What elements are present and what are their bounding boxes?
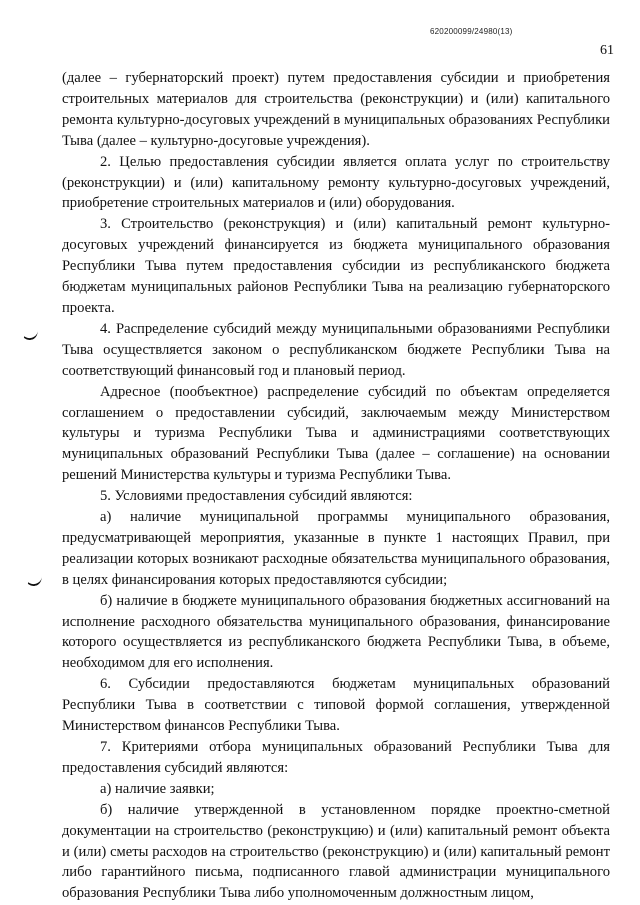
paragraph-4-address: Адресное (пообъектное) распределение субсидий по объектам определяется соглашением о предоставлении субсидий, заключаемым между Министерством культуры и туризма Республики Тыва и администрациями соответствующих муниципальных образований Республики Тыва (далее – соглашение) на основании решений Министерства культуры и туризма Республики Тыва. [62,383,610,484]
paragraph-4: 4. Распределение субсидий между муниципальными образованиями Республики Тыва осуществляется законом о республиканском бюджете Республики Тыва на соответствующий финансовый год и плановый период. [62,320,610,379]
paragraph-3: 3. Строительство (реконструкция) и (или) капитальный ремонт культурно-досуговых учреждений финансируется из бюджета муниципального образования Республики Тыва путем предоставления субсидии из республиканского бюджета бюджетам муниципальных районов Республики Тыва на реализацию губернаторского проекта. [62,216,610,316]
document-code: 620200099/24980(13) [430,27,513,36]
paragraph-5a: а) наличие муниципальной программы муниципального образования, предусматривающей мероприятия, указанные в пункте 1 настоящих Правил, при реализации которых возникают расходные обязательства муниципального образования, в целях финансирования которых предоставляются субсидии; [62,509,610,588]
paragraph-7a: а) наличие заявки; [100,780,215,797]
margin-check-mark [21,330,38,341]
paragraph-7b: б) наличие утвержденной в установленном порядке проектно-сметной документации на строительство (реконструкцию) и (или) капитальный ремонт объекта и (или) сметы расходов на строительство (реконструкцию) и (или) капитальный ремонт либо гарантийного письма, подписанного главой администрации муниципального образования Республики Тыва либо уполномоченным должностным лицом, [62,801,610,902]
margin-check-mark [25,576,42,587]
paragraph-continuation: (далее – губернаторский проект) путем предоставления субсидии и приобретения строительных материалов для строительства (реконструкции) и (или) капитального ремонта культурно-досуговых учреждений в муниципальных образованиях Республики Тыва (далее – культурно-досуговые учреждения). [62,70,610,149]
page-number: 61 [600,43,614,58]
paragraph-7: 7. Критериями отбора муниципальных образований Республики Тыва для предоставления субсидий являются: [62,739,610,776]
paragraph-5b: б) наличие в бюджете муниципального образования бюджетных ассигнований на исполнение расходного обязательства муниципального образования, финансирование которого осуществляется из республиканского бюджета Республики Тыва, в объеме, необходимом для его исполнения. [62,592,610,672]
paragraph-2: 2. Целью предоставления субсидии является оплата услуг по строительству (реконструкции) и (или) капитальному ремонту культурно-досуговых учреждений, приобретение строительных материалов и (или) оборудования. [62,153,610,212]
document-body [62,68,610,904]
paragraph-5: 5. Условиями предоставления субсидий являются: [100,488,413,505]
paragraph-6: 6. Субсидии предоставляются бюджетам муниципальных образований Республики Тыва в соответствии с типовой формой соглашения, утвержденной Министерством финансов Республики Тыва. [62,676,610,735]
